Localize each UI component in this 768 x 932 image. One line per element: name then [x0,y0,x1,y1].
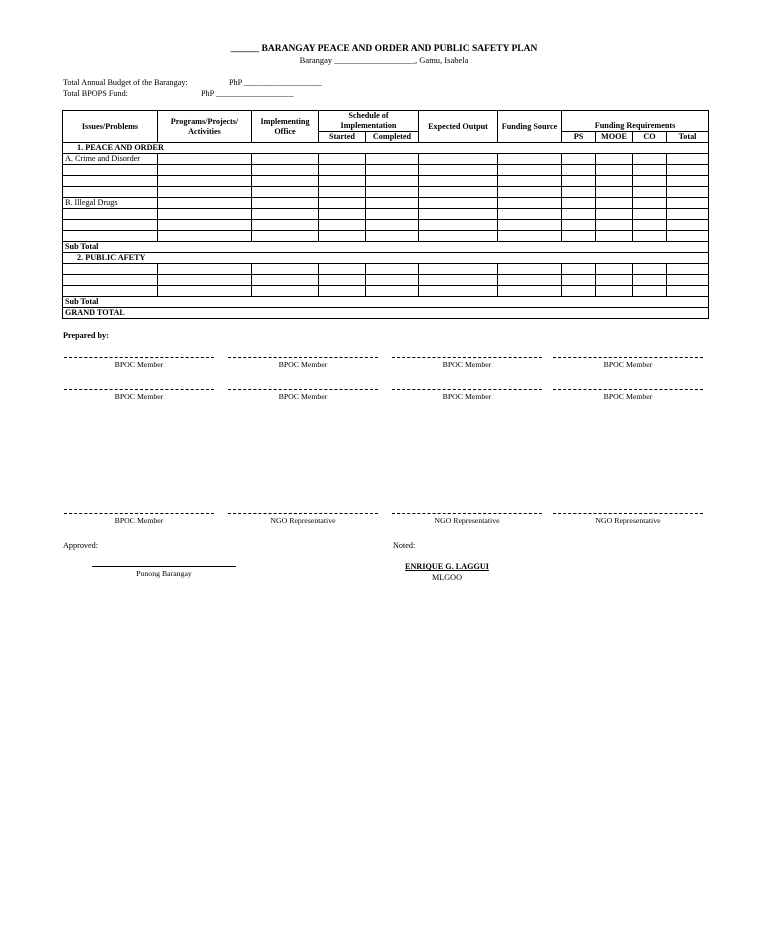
signature-role: BPOC Member [442,392,492,401]
signature-block [392,389,542,401]
signature-role: BPOC Member [114,516,164,525]
signature-role: BPOC Member [278,392,328,401]
table-row [63,209,709,220]
signature-block [553,389,703,401]
page-subtitle: Barangay ___________________, Gamu, Isabela [299,55,469,65]
header-source: Funding Source [498,111,562,143]
signature-role: BPOC Member [603,360,653,369]
section-row [63,143,709,154]
approved-label: Approved: [63,541,99,550]
table-row [63,231,709,242]
grand-total: GRAND TOTAL [63,308,709,319]
header-programs: Programs/Projects/ Activities [158,111,252,143]
signature-block [64,513,214,525]
signature-role: BPOC Member [278,360,328,369]
signature-block [64,357,214,369]
header-schedule: Schedule of Implementation [319,111,419,132]
header-completed: Completed [366,132,419,143]
mlgoo-name: ENRIQUE G. LAGGUI [405,562,489,571]
signature-block [553,513,703,525]
punong-title: Punong Barangay [136,569,192,578]
prepared-by-label: Prepared by: [63,331,109,340]
header-output: Expected Output [419,111,498,143]
plan-table [62,110,709,319]
section-row [63,253,709,264]
annual-budget-value: PhP ___________________ [229,78,322,87]
table-row [63,176,709,187]
page-title: ______ BARANGAY PEACE AND ORDER AND PUBLIC SAFETY PLAN [230,44,538,54]
table-row [63,264,709,275]
annual-budget-label: Total Annual Budget of the Barangay: [63,78,188,87]
grand-total-row [63,308,709,319]
noted-label: Noted: [393,541,416,550]
signature-block [228,357,378,369]
header-mooe: MOOE [596,132,633,143]
subtotal-row [63,297,709,308]
mlgoo-title: MLGOO [431,573,463,582]
signature-role: BPOC Member [442,360,492,369]
subtotal-row [63,242,709,253]
subtotal-2: Sub Total [63,297,709,308]
bpops-fund-label: Total BPOPS Fund: [63,89,128,98]
section-peace-order: 1. PEACE AND ORDER [63,143,709,154]
table-row [63,187,709,198]
signature-role: BPOC Member [603,392,653,401]
bpops-fund-value: PhP ___________________ [201,89,294,98]
table-row [63,286,709,297]
signature-block [392,357,542,369]
signature-role: NGO Representative [595,516,661,525]
signature-role: NGO Representative [270,516,336,525]
signature-block [392,513,542,525]
table-row [63,220,709,231]
signature-block [228,389,378,401]
header-total: Total [667,132,709,143]
section-public-safety: 2. PUBLIC AFETY [63,253,709,264]
header-started: Started [319,132,366,143]
table-row [63,275,709,286]
signature-role: BPOC Member [114,360,164,369]
header-ps: PS [562,132,596,143]
header-office: Implementing Office [252,111,319,143]
header-issues: Issues/Problems [63,111,158,143]
punong-signature [92,566,236,578]
table-row [63,165,709,176]
signature-role: NGO Representative [434,516,500,525]
table-row [63,154,709,165]
signature-block [228,513,378,525]
header-requirements: Funding Requirements [562,111,709,132]
signature-role: BPOC Member [114,392,164,401]
subtotal-1: Sub Total [63,242,709,253]
subsection-drugs: B. Illegal Drugs [63,198,158,209]
signature-block [64,389,214,401]
signature-block [553,357,703,369]
header-co: CO [633,132,667,143]
subsection-crime: A. Crime and Disorder [63,154,158,165]
table-row [63,198,709,209]
